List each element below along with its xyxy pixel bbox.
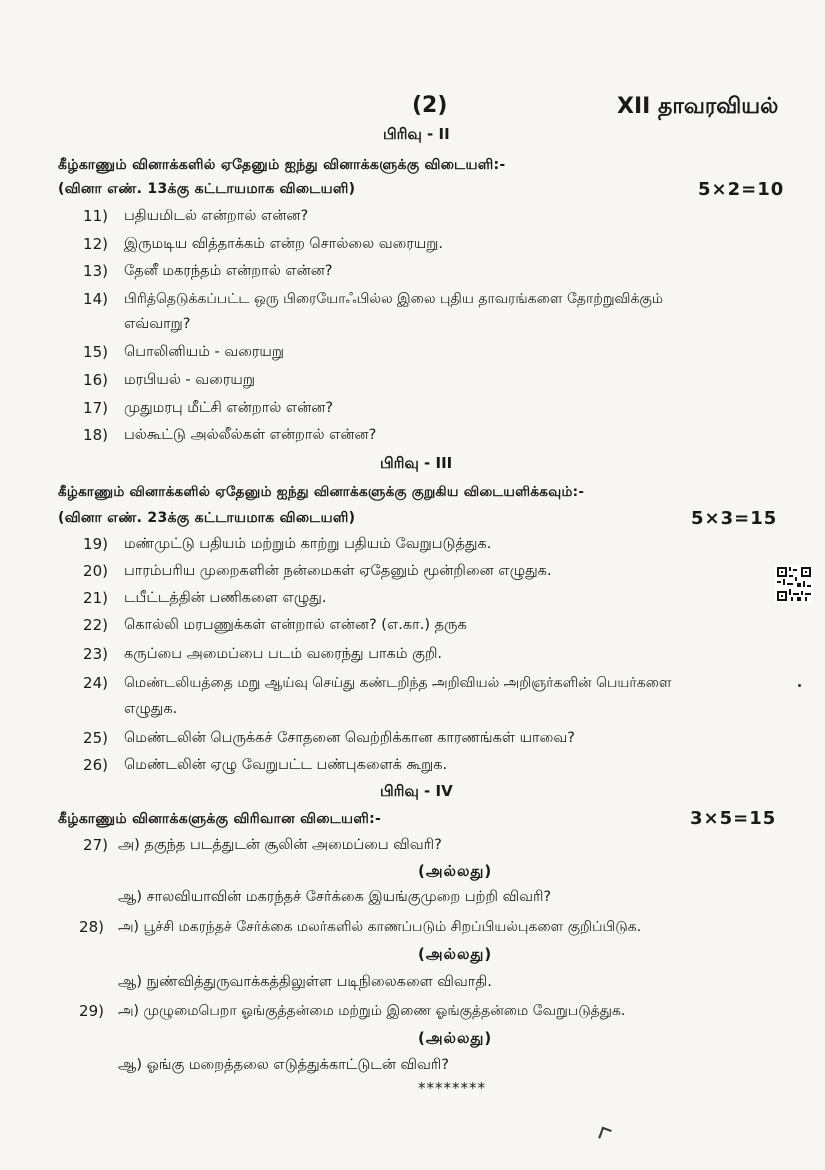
section-3-title: பிரிவு - III	[380, 454, 453, 472]
question-text: மெண்டலின் ஏழு வேறுபட்ட பண்புகளைக் கூறுக.	[124, 757, 448, 773]
question-text-continued: எழுதுக.	[124, 701, 178, 717]
question-number: 26)	[83, 756, 108, 774]
question-option-a: அ) பூச்சி மகரந்தச் சேர்க்கை மலர்களில் காணப்படும் சிறப்பியல்புகளை குறிப்பிடுக.	[118, 919, 642, 935]
end-marker: ********	[418, 1079, 486, 1097]
section-4-instruction: கீழ்காணும் வினாக்களுக்கு விரிவான விடையளி:-	[58, 811, 382, 827]
question-number: 21)	[83, 589, 108, 607]
question-text: பொலினியம் - வரையறு	[124, 344, 284, 360]
question-number: 23)	[83, 645, 108, 663]
question-number: 15)	[83, 343, 108, 361]
question-number: 17)	[83, 399, 108, 417]
section-4-title: பிரிவு - IV	[380, 782, 453, 800]
question-number: 11)	[83, 207, 108, 225]
subject-title: XII தாவரவியல்	[617, 94, 779, 119]
question-number: 20)	[83, 562, 108, 580]
section-4-marks: 3×5=15	[690, 808, 777, 829]
question-number: 22)	[83, 616, 108, 634]
or-label: (அல்லது)	[418, 1029, 493, 1047]
question-number: 18)	[83, 426, 108, 444]
question-text: பிரித்தெடுக்கப்பட்ட ஒரு பிரையோஃபில்ல இலை புதிய தாவரங்களை தோற்றுவிக்கும்	[124, 291, 664, 307]
question-text: தேனீ மகரந்தம் என்றால் என்ன?	[124, 263, 333, 279]
question-text: பாரம்பரிய முறைகளின் நன்மைகள் ஏதேனும் மூன்றினை எழுதுக.	[124, 563, 552, 579]
question-number: 28)	[79, 918, 104, 936]
question-number: 27)	[83, 836, 108, 854]
question-text: பல்கூட்டு அல்லீல்கள் என்றால் என்ன?	[124, 427, 377, 443]
question-text: இருமடிய வித்தாக்கம் என்ற சொல்லை வரையறு.	[124, 236, 443, 252]
question-option-a: அ) முழுமைபெறா ஓங்குத்தன்மை மற்றும் இணை ஓங்குத்தன்மை வேறுபடுத்துக.	[118, 1003, 626, 1019]
or-label: (அல்லது)	[418, 862, 493, 880]
question-text: கருப்பை அமைப்பை படம் வரைந்து பாகம் குறி.	[124, 646, 443, 662]
qr-code-icon	[775, 565, 813, 603]
question-text: மெண்டலியத்தை மறு ஆய்வு செய்து கண்டறிந்த அறிவியல் அறிஞர்களின் பெயர்களை	[124, 675, 672, 691]
question-text: டபீட்டத்தின் பணிகளை எழுது.	[124, 590, 327, 606]
question-number: 24)	[83, 674, 108, 692]
question-option-a: அ) தகுந்த படத்துடன் சூலின் அமைப்பை விவரி?	[118, 837, 442, 853]
page-number: (2)	[412, 93, 448, 118]
section-2-title: பிரிவு - II	[383, 125, 450, 143]
question-text: பதியமிடல் என்றால் என்ன?	[124, 208, 309, 224]
question-number: 13)	[83, 262, 108, 280]
question-text: கொல்லி மரபணுக்கள் என்றால் என்ன? (எ.கா.) தருக	[124, 617, 467, 633]
section-3-note: (வினா எண். 23க்கு கட்டாயமாக விடையளி)	[58, 510, 356, 526]
section-2-note: (வினா எண். 13க்கு கட்டாயமாக விடையளி)	[58, 181, 356, 197]
question-number: 14)	[83, 290, 108, 308]
question-text: மரபியல் - வரையறு	[124, 372, 255, 388]
question-text: மண்முட்டு பதியம் மற்றும் காற்று பதியம் வேறுபடுத்துக.	[124, 536, 492, 552]
question-option-b: ஆ) ஓங்கு மறைத்தலை எடுத்துக்காட்டுடன் விவரி?	[118, 1057, 449, 1073]
or-label: (அல்லது)	[418, 945, 493, 963]
section-3-marks: 5×3=15	[691, 508, 778, 529]
question-number: 12)	[83, 235, 108, 253]
question-number: 16)	[83, 371, 108, 389]
question-text: முதுமரபு மீட்சி என்றால் என்ன?	[124, 400, 334, 416]
scan-dot	[798, 684, 801, 687]
question-option-b: ஆ) சாலவியாவின் மகரந்தச் சேர்க்கை இயங்குமுறை பற்றி விவரி?	[118, 889, 552, 905]
question-number: 29)	[79, 1002, 104, 1020]
scan-mark	[598, 1127, 612, 1142]
question-number: 25)	[83, 729, 108, 747]
section-2-marks: 5×2=10	[698, 179, 785, 200]
question-text-continued: எவ்வாறு?	[124, 316, 191, 332]
question-option-b: ஆ) நுண்வித்துருவாக்கத்திலுள்ள படிநிலைகளை விவாதி.	[118, 974, 492, 990]
section-2-instruction: கீழ்காணும் வினாக்களில் ஏதேனும் ஐந்து வினாக்களுக்கு விடையளி:-	[58, 157, 506, 173]
question-number: 19)	[83, 535, 108, 553]
section-3-instruction: கீழ்காணும் வினாக்களில் ஏதேனும் ஐந்து வினாக்களுக்கு குறுகிய விடையளிக்கவும்:-	[58, 484, 585, 500]
question-text: மெண்டலின் பெருக்கச் சோதனை வெற்றிக்கான காரணங்கள் யாவை?	[124, 730, 575, 746]
